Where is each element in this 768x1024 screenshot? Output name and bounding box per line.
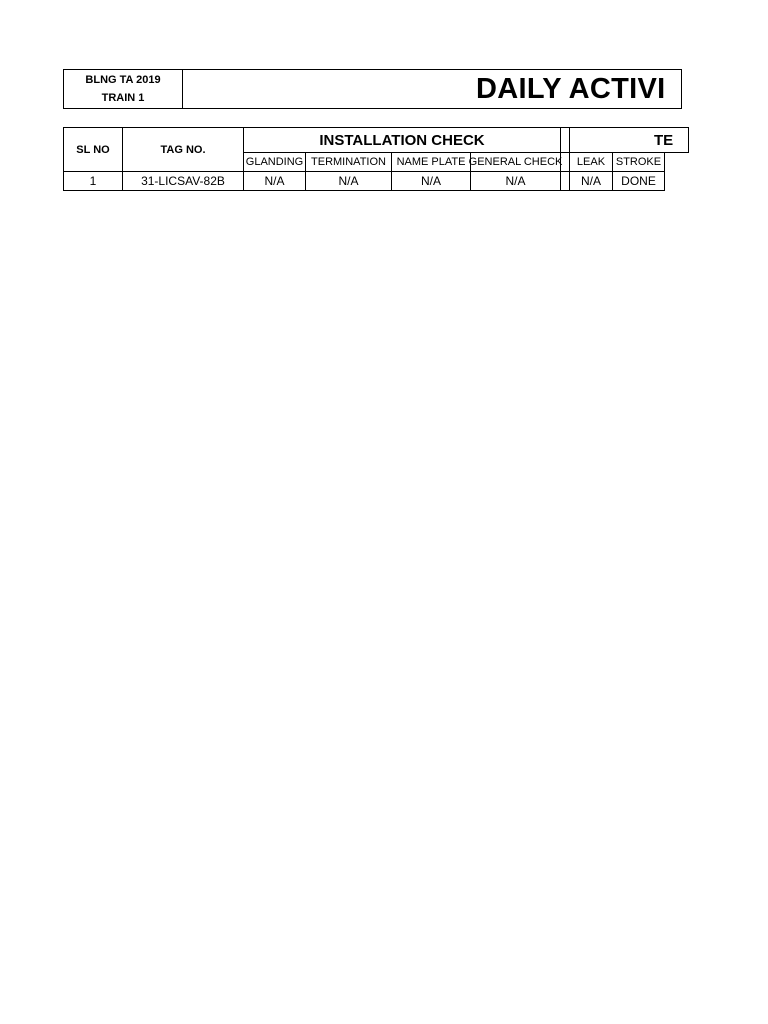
- report-title-cell: [182, 69, 682, 109]
- group-header-test: TE: [569, 127, 689, 153]
- column-header-tag-no: TAG NO.: [122, 127, 244, 172]
- row-1-stroke: DONE: [612, 171, 665, 191]
- row-1-general-check: N/A: [470, 171, 561, 191]
- subheader-glanding: GLANDING: [243, 152, 306, 172]
- row-1-leak: N/A: [569, 171, 613, 191]
- subheader-general-check: GENERAL CHECK: [470, 152, 561, 172]
- subheader-name-plate: NAME PLATE: [391, 152, 471, 172]
- row-1-termination: N/A: [305, 171, 392, 191]
- row-1-name-plate: N/A: [391, 171, 471, 191]
- group-header-installation-check: INSTALLATION CHECK: [243, 127, 561, 153]
- report-title: DAILY ACTIVI: [476, 72, 666, 105]
- subheader-termination: TERMINATION: [305, 152, 392, 172]
- column-header-sl-no: SL NO: [63, 127, 123, 172]
- row-1-sl-no: 1: [63, 171, 123, 191]
- subheader-leak: LEAK: [569, 152, 613, 172]
- subheader-stroke: STROKE: [612, 152, 665, 172]
- project-name: BLNG TA 2019: [85, 74, 161, 86]
- project-info-cell: [63, 69, 183, 109]
- train-label: TRAIN 1: [101, 92, 145, 104]
- row-1-glanding: N/A: [243, 171, 306, 191]
- row-1-tag-no: 31-LICSAV-82B: [122, 171, 244, 191]
